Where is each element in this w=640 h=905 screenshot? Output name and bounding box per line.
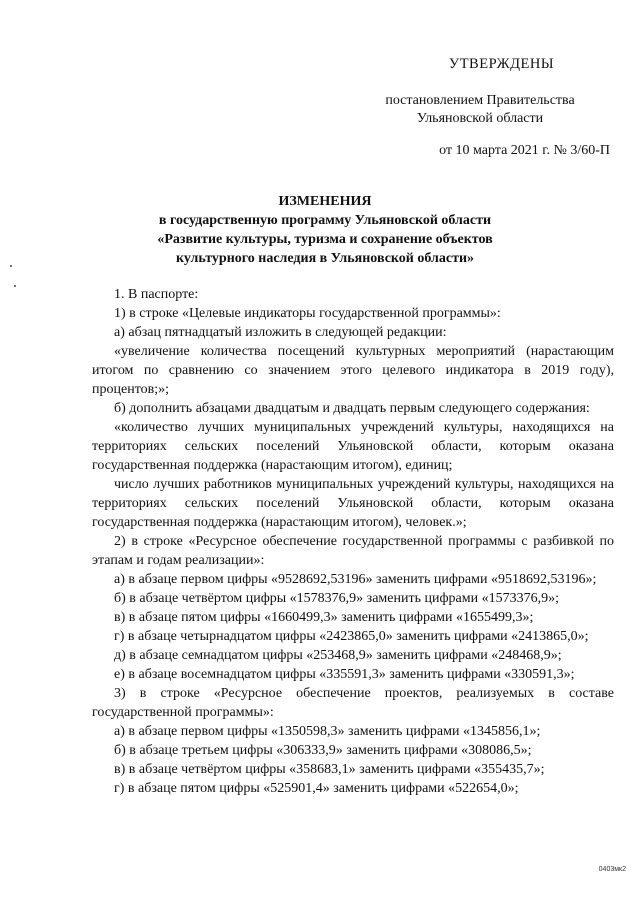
paragraph: «увеличение количества посещений культурных мероприятий (нарастающим итогом по сравнению со значением этого целевого индикатора в 2019 году), процентов;»; [92, 344, 614, 397]
paragraph: 1. В паспорте: [114, 287, 199, 302]
footer-code: 0403мк2 [598, 866, 626, 873]
title-line-1: ИЗМЕНЕНИЯ [278, 194, 372, 209]
paragraph: б) в абзаце третьем цифры «306333,9» заменить цифрами «308086,5»; [114, 743, 532, 758]
scan-speck [14, 285, 16, 287]
paragraph: в) в абзаце четвёртом цифры «358683,1» заменить цифрами «355435,7»; [114, 762, 545, 777]
paragraph: а) абзац пятнадцатый изложить в следующей редакции: [114, 325, 447, 340]
paragraph: 2) в строке «Ресурсное обеспечение государственной программы с разбивкой по этапам и годам реализации»: [92, 534, 614, 568]
paragraph: б) в абзаце четвёртом цифры «1578376,9» заменить цифрами «1573376,9»; [114, 591, 559, 606]
title-line-2: в государственную программу Ульяновской области [158, 213, 492, 228]
decree-line-1: постановлением Правительства [385, 93, 575, 108]
document-title [90, 192, 560, 268]
paragraph: в) в абзаце пятом цифры «1660499,3» заменить цифрами «1655499,3»; [114, 610, 534, 625]
paragraph: д) в абзаце семнадцатом цифры «253468,9» заменить цифрами «248468,9»; [114, 648, 562, 663]
title-line-3: «Развитие культуры, туризма и сохранение объектов [157, 232, 493, 247]
paragraph: г) в абзаце пятом цифры «525901,4» заменить цифрами «522654,0»; [114, 781, 519, 796]
decree-line-2: Ульяновской области [416, 111, 544, 126]
decree-reference [350, 92, 610, 128]
title-line-4: культурного наследия в Ульяновской области» [175, 251, 475, 266]
paragraph: число лучших работников муниципальных учреждений культуры, находящихся на территориях сельских поселений Ульяновской области, которым оказана государственная поддержка (нарастающим итогом), человек.»; [92, 477, 614, 530]
paragraph: б) дополнить абзацами двадцатым и двадцать первым следующего содержания: [114, 401, 590, 416]
paragraph: «количество лучших муниципальных учреждений культуры, находящихся на территориях сельских поселений Ульяновской области, которым оказана государственная поддержка (нарастающим итогом), единиц; [92, 420, 614, 473]
scan-speck [10, 265, 12, 267]
paragraph: г) в абзаце четырнадцатом цифры «2423865,0» заменить цифрами «2413865,0»; [114, 629, 589, 644]
paragraph: 1) в строке «Целевые индикаторы государственной программы»: [114, 306, 501, 321]
paragraph: е) в абзаце восемнадцатом цифры «335591,3» заменить цифрами «330591,3»; [114, 667, 575, 682]
paragraph: а) в абзаце первом цифры «9528692,53196» заменить цифрами «9518692,53196»; [114, 572, 597, 587]
document-body [92, 285, 614, 798]
paragraph: 3) в строке «Ресурсное обеспечение проектов, реализуемых в составе государственной программы»: [92, 686, 614, 720]
decree-date: от 10 марта 2021 г. № 3/60-П [439, 143, 610, 158]
paragraph: а) в абзаце первом цифры «1350598,3» заменить цифрами «1345856,1»; [114, 724, 541, 739]
approved-stamp: УТВЕРЖДЕНЫ [448, 56, 554, 72]
